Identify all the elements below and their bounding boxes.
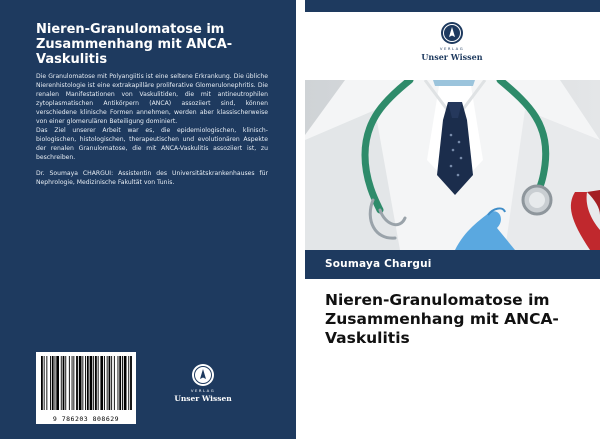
publisher-name: Unser Wissen	[421, 52, 483, 62]
front-top-bar	[305, 0, 600, 12]
front-author-name: Soumaya Chargui	[325, 258, 432, 270]
publisher-verlag-label: VERLAG	[439, 46, 465, 51]
barcode-icon	[36, 352, 136, 414]
publisher-emblem-icon	[441, 22, 463, 44]
spine	[296, 0, 305, 439]
publisher-emblem-icon	[192, 364, 214, 386]
back-publisher-logo	[170, 364, 236, 403]
author-band	[305, 250, 600, 279]
back-cover-abstract	[36, 72, 268, 162]
abstract-paragraph-2: Das Ziel unserer Arbeit war es, die epidemiologischen, klinisch-biologischen, histologischen, therapeutischen und evolutionären Aspekte der renalen Granulomatose, die mit ANCA-Vaskulitis assoziiert ist, zu beschreiben.	[36, 127, 268, 161]
publisher-verlag-label: VERLAG	[190, 388, 216, 393]
author-bio: Dr. Soumaya CHARGUI: Assistentin des Universitätskrankenhauses für Nephrologie, Medizinische Fakultät von Tunis.	[36, 170, 268, 186]
abstract-paragraph-1: Die Granulomatose mit Polyangiitis ist eine seltene Erkrankung. Die übliche Nierenhistologie ist eine extrakapilläre proliferative Glomerulonephritis. Die renalen Manifestationen von Vaskulitiden, die mit antineutrophilen zytoplasmatischen Antikörpern (ANCA) assoziiert sind, können verschiedene klinische Formen annehmen, werden aber klassischerweise von einer glomerulären Beteiligung dominiert.	[36, 73, 268, 125]
publisher-name: Unser Wissen	[174, 394, 232, 403]
isbn-barcode	[36, 352, 136, 424]
back-cover-title: Nieren-Granulomatose im Zusammenhang mit ANCA-Vaskulitis	[36, 22, 233, 67]
isbn-number: 9 786203 808629	[52, 415, 120, 423]
back-cover	[0, 0, 296, 439]
front-cover	[305, 0, 600, 439]
cover-photo-doctor	[305, 80, 600, 250]
front-publisher-logo	[402, 22, 502, 62]
front-cover-title: Nieren-Granulomatose im Zusammenhang mit ANCA-Vaskulitis	[325, 291, 559, 347]
